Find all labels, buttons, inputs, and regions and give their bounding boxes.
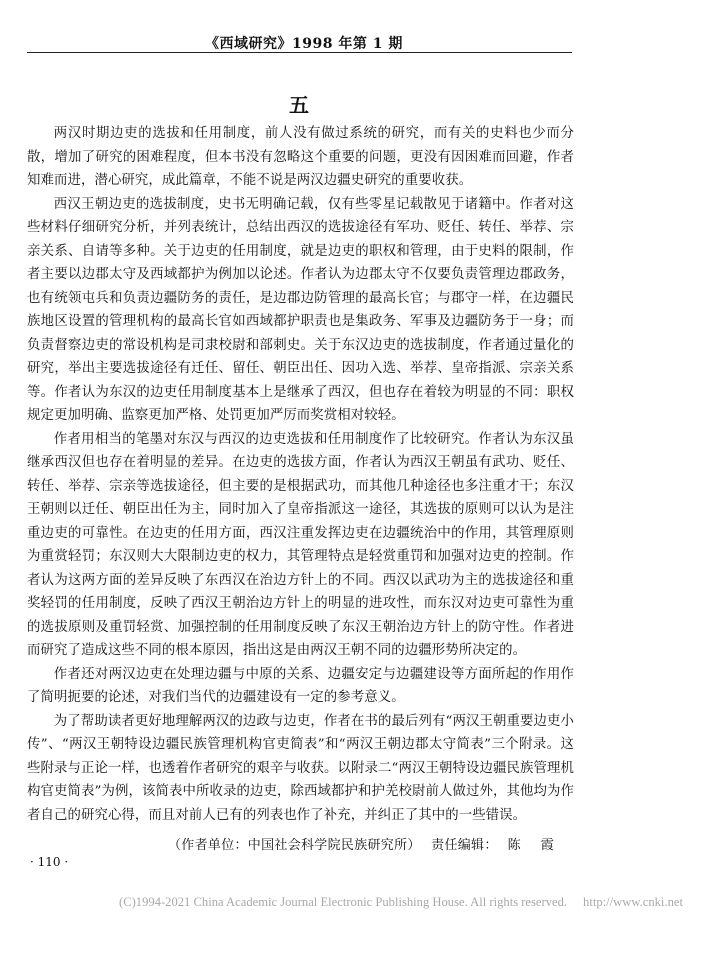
header-rule xyxy=(27,52,572,53)
author-byline xyxy=(168,834,568,853)
copyright-footer xyxy=(119,895,683,910)
paragraph: 为了帮助读者更好地理解两汉的边政与边吏，作者在书的最后列有“两汉王朝重要边吏小传”、“两汉王朝特设边疆民族管理机构官吏简表”和“两汉王朝边郡太守简表”三个附录。这些附录与正论一样，也透着作者研究的艰辛与收获。以附录二“两汉王朝特设边疆民族管理机构官吏简表”为例，该简表中所收录的边吏，除西域都护和护羌校尉前人做过外，其他均为作者自己的研究心得，而且对前人已有的列表也作了补充，并纠正了其中的一些错误。 xyxy=(27,713,574,823)
editor-name: 陈 霞 xyxy=(507,838,562,853)
article-body xyxy=(27,122,574,827)
paragraph: 两汉时期边吏的选拔和任用制度，前人没有做过系统的研究，而有关的史料也少而分散，增加了研究的困难程度，但本书没有忽略这个重要的问题，更没有因困难而回避，作者知难而进，潜心研究，成此篇章，不能不说是两汉边疆史研究的重要收获。 xyxy=(27,126,574,188)
author-unit: （作者单位：中国社会科学院民族研究所） xyxy=(168,838,421,853)
paragraph: 西汉王朝边吏的选拔制度，史书无明确记载，仅有些零星记载散见于诸籍中。作者对这些材料仔细研究分析，并列表统计，总结出西汉的选拔途径有军功、贬任、转任、举荐、宗亲关系、自请等多种。关于边吏的任用制度，就是边吏的职权和管理，由于史料的限制，作者主要以边郡太守及西域都护为例加以论述。作者认为边郡太守不仅要负责管理边郡政务，也有统领屯兵和负责边疆防务的责任，是边郡边防管理的最高长官；与郡守一样，在边疆民族地区设置的管理机构的最高长官如西域都护职责也是集政务、军事及边疆防务于一身；而负责督察边吏的常设机构是司隶校尉和部刺史。关于东汉边吏的选拔制度，作者通过量化的研究，举出主要选拔途径有迁任、留任、朝臣出任、因功入选、举荐、皇帝指派、宗亲关系等。作者认为东汉的边吏任用制度基本上是继承了西汉，但也存在着较为明显的不同：职权规定更加明确、监察更加严格、处罚更加严厉而奖赏相对较轻。 xyxy=(27,196,574,423)
running-head: 《西域研究》1998 年第 1 期 xyxy=(205,36,403,52)
paragraph: 作者还对两汉边吏在处理边疆与中原的关系、边疆安定与边疆建设等方面所起的作用作了简明扼要的论述，对我们当代的边疆建设有一定的参考意义。 xyxy=(27,666,574,705)
page-number: · 110 · xyxy=(30,855,69,869)
editor-label: 责任编辑： xyxy=(431,838,498,853)
section-title: 五 xyxy=(289,93,309,117)
copyright-notice: (C)1994-2021 China Academic Journal Electronic Publishing House. All rights reserved. xyxy=(119,895,568,909)
footer-url: http://www.cnki.net xyxy=(583,895,683,909)
paragraph: 作者用相当的笔墨对东汉与西汉的边吏选拔和任用制度作了比较研究。作者认为东汉虽继承西汉但也存在着明显的差异。在边吏的选拔方面，作者认为西汉王朝虽有武功、贬任、转任、举荐、宗亲等选拔途径，但主要的是根据武功，而其他几种途径也多注重才干；东汉王朝则以迁任、朝臣出任为主，同时加入了皇帝指派这一途径，其选拔的原则可以认为是注重边吏的可靠性。在边吏的任用方面，西汉注重发挥边吏在边疆统治中的作用，其管理原则为重赏轻罚；东汉则大大限制边吏的权力，其管理特点是轻赏重罚和加强对边吏的控制。作者认为这两方面的差异反映了东西汉在治边方针上的不同。西汉以武功为主的选拔途径和重奖轻罚的任用制度，反映了西汉王朝治边方针上的明显的进攻性，而东汉对边吏可靠性为重的选拔原则及重罚轻赏、加强控制的任用制度反映了东汉王朝治边方针上的防守性。作者进而研究了造成这些不同的根本原因，指出这是由两汉王朝不同的边疆形势所决定的。 xyxy=(27,431,574,658)
